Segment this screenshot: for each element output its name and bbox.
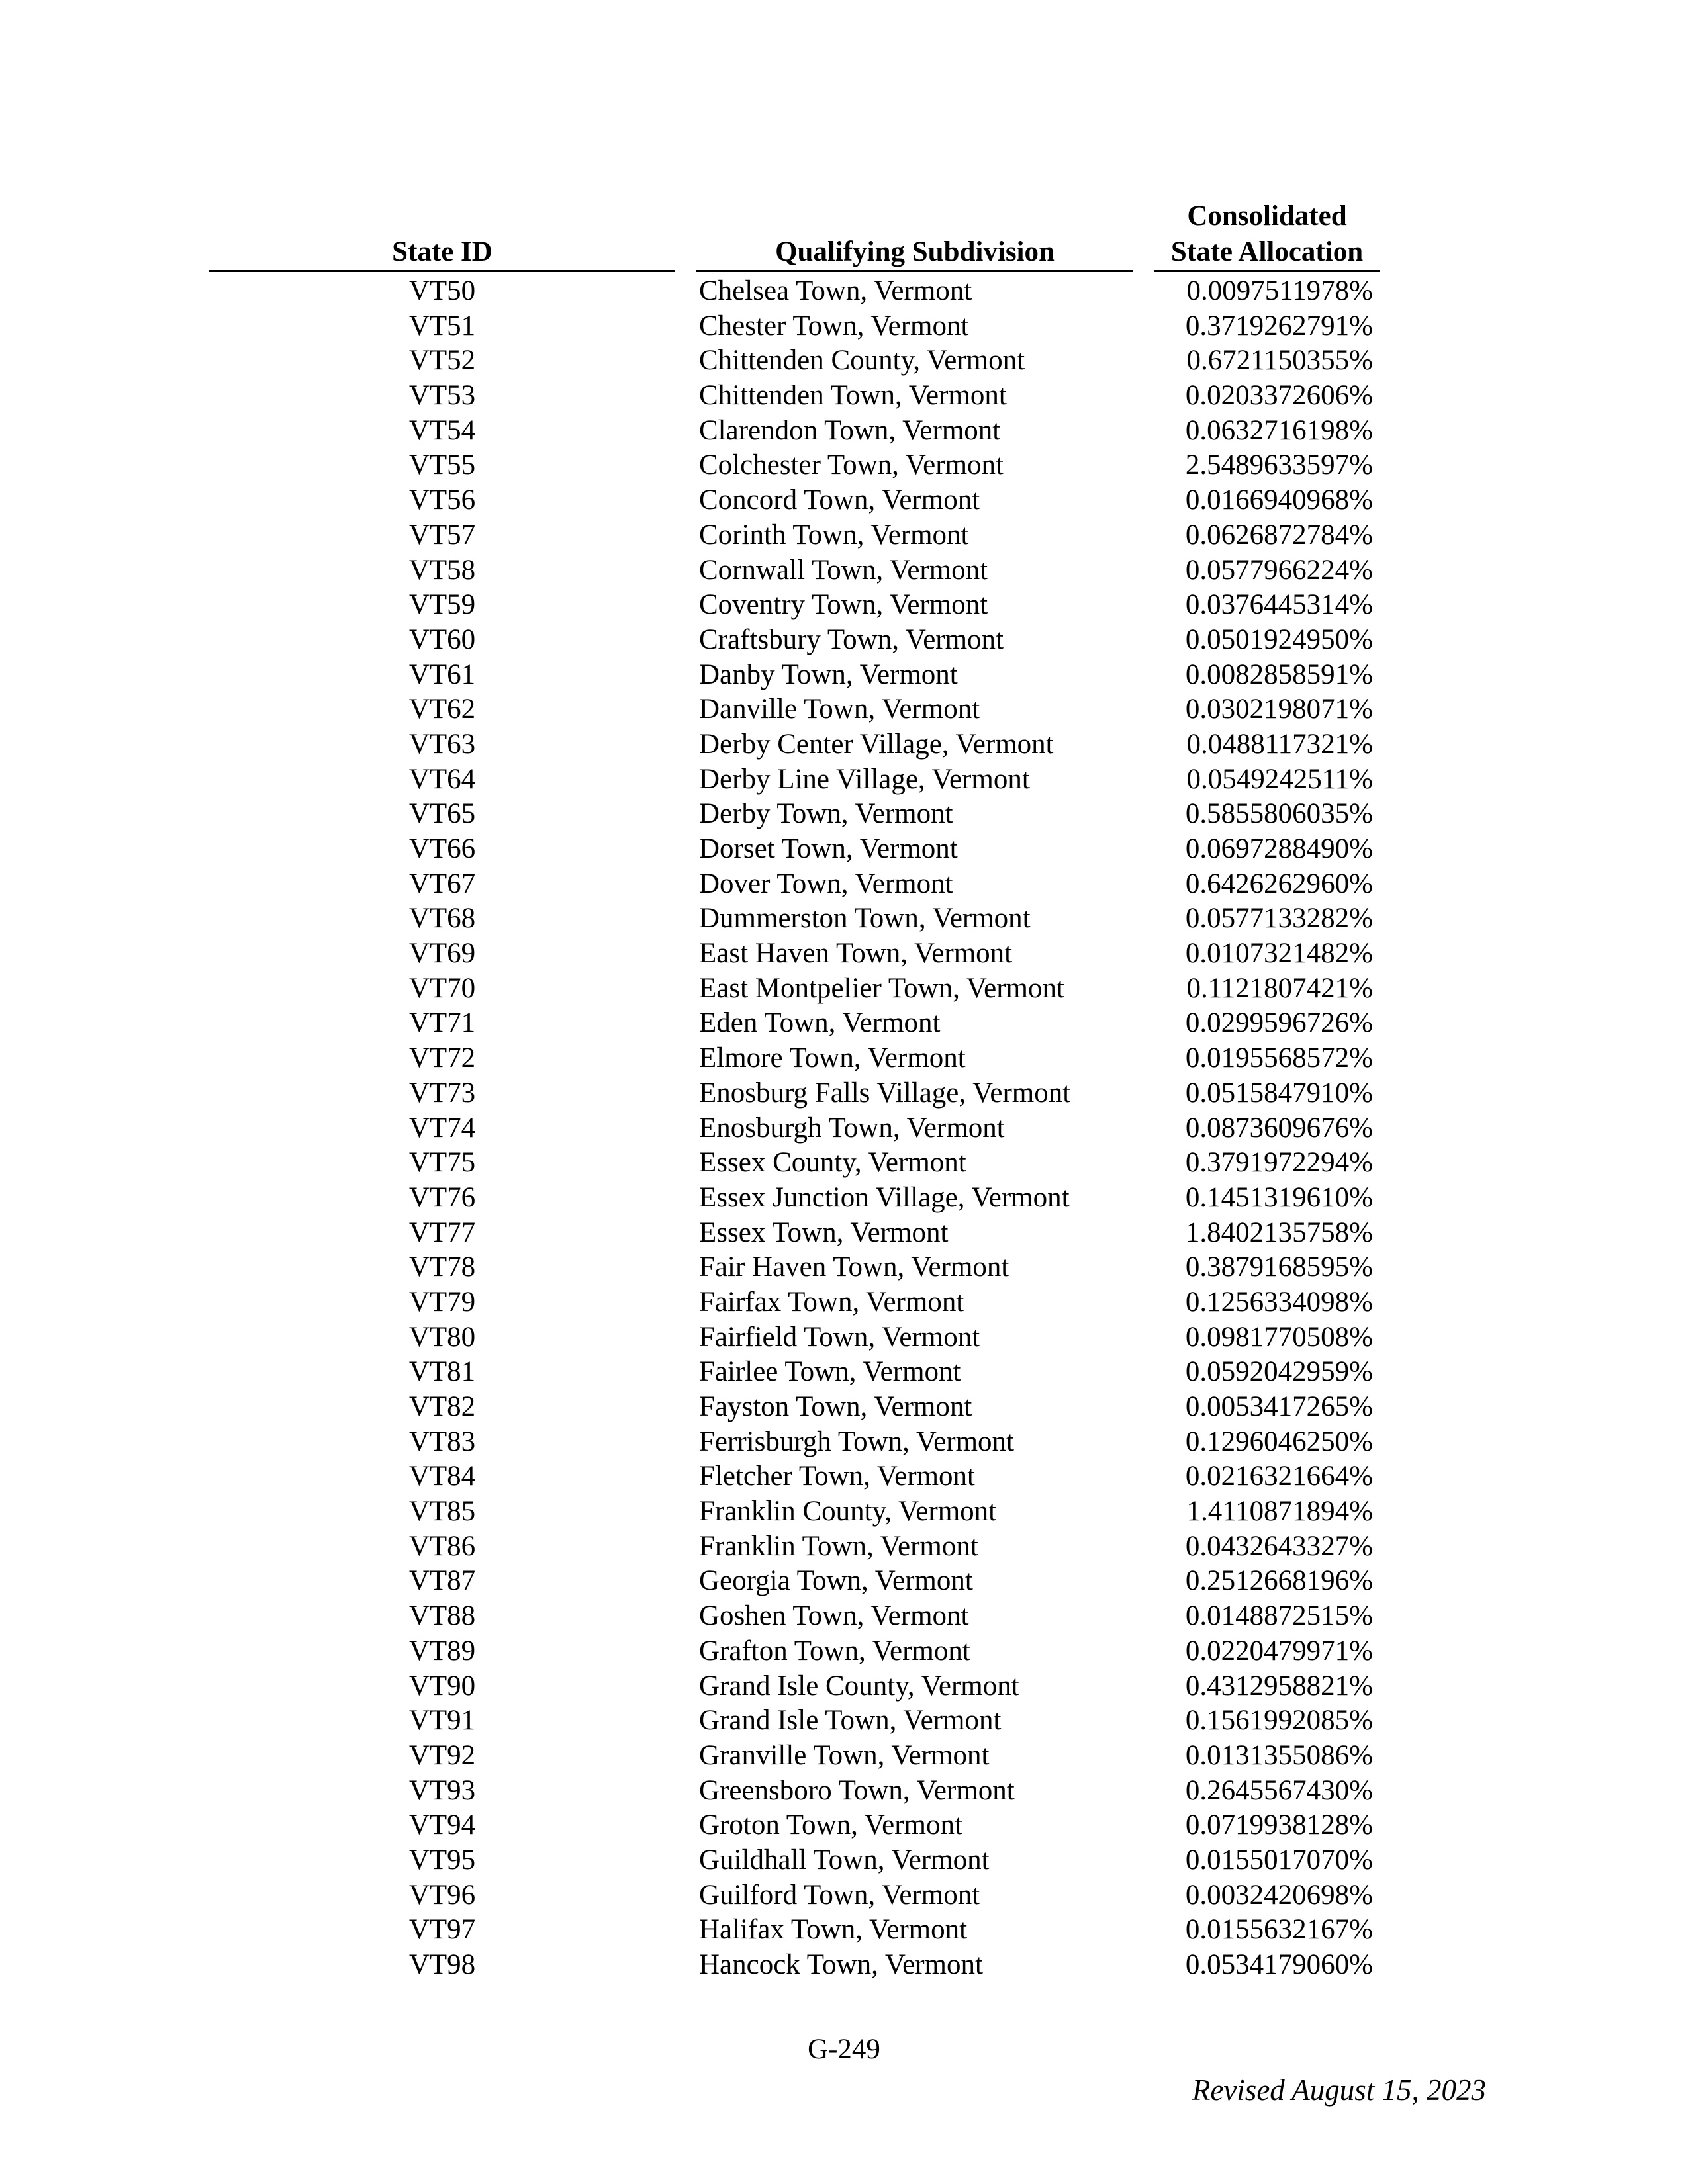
state-id-cell: VT68 xyxy=(408,903,476,934)
subdivision-cell: Danby Town, Vermont xyxy=(699,659,958,690)
table-row xyxy=(0,1355,1688,1390)
state-id-cell: VT62 xyxy=(408,694,476,725)
subdivision-cell: Grafton Town, Vermont xyxy=(699,1635,970,1666)
table-row xyxy=(0,936,1688,972)
table-row xyxy=(0,1285,1688,1320)
table-row xyxy=(0,727,1688,762)
state-id-cell: VT58 xyxy=(408,554,476,586)
state-id-cell: VT67 xyxy=(408,868,476,899)
header-qualifying-subdivision: Qualifying Subdivision xyxy=(696,234,1133,272)
allocation-cell: 0.0376445314% xyxy=(1185,589,1373,621)
allocation-cell: 0.0501924950% xyxy=(1185,623,1373,655)
state-id-cell: VT97 xyxy=(408,1914,476,1946)
state-id-cell: VT74 xyxy=(408,1112,476,1144)
subdivision-cell: Corinth Town, Vermont xyxy=(699,519,969,551)
table-row xyxy=(0,1564,1688,1599)
state-id-cell: VT96 xyxy=(408,1879,476,1911)
subdivision-cell: Fletcher Town, Vermont xyxy=(699,1461,975,1492)
table-row xyxy=(0,1739,1688,1774)
subdivision-cell: Chester Town, Vermont xyxy=(699,310,969,341)
table-row xyxy=(0,1041,1688,1076)
state-id-cell: VT54 xyxy=(408,414,476,446)
revised-date: Revised August 15, 2023 xyxy=(1192,2073,1486,2107)
subdivision-cell: Enosburgh Town, Vermont xyxy=(699,1112,1005,1144)
state-id-cell: VT73 xyxy=(408,1077,476,1109)
subdivision-cell: Guilford Town, Vermont xyxy=(699,1879,980,1911)
subdivision-cell: Danville Town, Vermont xyxy=(699,694,980,725)
table-row xyxy=(0,1948,1688,1983)
table-row xyxy=(0,1774,1688,1809)
state-id-cell: VT65 xyxy=(408,798,476,830)
table-row xyxy=(0,1599,1688,1634)
allocation-cell: 0.0302198071% xyxy=(1185,694,1373,725)
allocation-cell: 0.6721150355% xyxy=(1186,345,1373,377)
state-id-cell: VT56 xyxy=(408,484,476,516)
allocation-cell: 0.0697288490% xyxy=(1185,833,1373,864)
state-id-cell: VT51 xyxy=(408,310,476,341)
state-id-cell: VT91 xyxy=(408,1705,476,1737)
table-row xyxy=(0,483,1688,518)
allocation-cell: 0.1451319610% xyxy=(1185,1181,1373,1213)
subdivision-cell: Greensboro Town, Vermont xyxy=(699,1774,1015,1806)
subdivision-cell: Derby Town, Vermont xyxy=(699,798,953,830)
allocation-cell: 1.8402135758% xyxy=(1185,1216,1373,1248)
state-id-cell: VT75 xyxy=(408,1147,476,1179)
subdivision-cell: Fairfield Town, Vermont xyxy=(699,1321,980,1353)
subdivision-cell: Ferrisburgh Town, Vermont xyxy=(699,1426,1014,1457)
state-id-cell: VT90 xyxy=(408,1670,476,1702)
subdivision-cell: Eden Town, Vermont xyxy=(699,1007,941,1039)
allocation-cell: 0.0632716198% xyxy=(1185,414,1373,446)
state-id-cell: VT89 xyxy=(408,1635,476,1666)
allocation-cell: 0.0082858591% xyxy=(1185,659,1373,690)
subdivision-cell: Chelsea Town, Vermont xyxy=(699,275,972,306)
state-id-cell: VT52 xyxy=(408,345,476,377)
allocation-cell: 0.0131355086% xyxy=(1185,1739,1373,1771)
subdivision-cell: Franklin Town, Vermont xyxy=(699,1530,978,1562)
allocation-cell: 0.0203372606% xyxy=(1185,380,1373,412)
table-row xyxy=(0,379,1688,414)
state-id-cell: VT77 xyxy=(408,1216,476,1248)
subdivision-cell: Hancock Town, Vermont xyxy=(699,1949,983,1980)
allocation-cell: 0.5855806035% xyxy=(1185,798,1373,830)
state-id-cell: VT80 xyxy=(408,1321,476,1353)
allocation-cell: 0.0626872784% xyxy=(1185,519,1373,551)
table-row xyxy=(0,1808,1688,1843)
allocation-cell: 0.0515847910% xyxy=(1185,1077,1373,1109)
allocation-cell: 0.2645567430% xyxy=(1185,1774,1373,1806)
allocation-cell: 0.1121807421% xyxy=(1186,972,1373,1004)
table-row xyxy=(0,1494,1688,1529)
allocation-cell: 2.5489633597% xyxy=(1185,449,1373,481)
allocation-cell: 0.0592042959% xyxy=(1185,1356,1373,1388)
subdivision-cell: Dover Town, Vermont xyxy=(699,868,953,899)
table-row xyxy=(0,343,1688,379)
table-row xyxy=(0,1146,1688,1181)
allocation-cell: 0.0195568572% xyxy=(1185,1042,1373,1074)
table-row xyxy=(0,1634,1688,1669)
table-row xyxy=(0,1913,1688,1948)
subdivision-cell: Goshen Town, Vermont xyxy=(699,1600,969,1632)
subdivision-cell: Essex Junction Village, Vermont xyxy=(699,1181,1070,1213)
allocation-cell: 0.0719938128% xyxy=(1185,1809,1373,1841)
header-allocation-line2: State Allocation xyxy=(1170,236,1364,267)
table-row xyxy=(0,588,1688,623)
state-id-cell: VT81 xyxy=(408,1356,476,1388)
state-id-cell: VT60 xyxy=(408,623,476,655)
state-id-cell: VT61 xyxy=(408,659,476,690)
subdivision-cell: Clarendon Town, Vermont xyxy=(699,414,1001,446)
state-id-cell: VT66 xyxy=(408,833,476,864)
subdivision-cell: Derby Center Village, Vermont xyxy=(699,728,1054,760)
subdivision-cell: Cornwall Town, Vermont xyxy=(699,554,988,586)
state-id-cell: VT70 xyxy=(408,972,476,1004)
subdivision-cell: Groton Town, Vermont xyxy=(699,1809,962,1841)
table-row xyxy=(0,1390,1688,1425)
subdivision-cell: Franklin County, Vermont xyxy=(699,1496,997,1527)
table-row xyxy=(0,762,1688,797)
table-row xyxy=(0,274,1688,309)
state-id-cell: VT86 xyxy=(408,1530,476,1562)
allocation-cell: 0.0299596726% xyxy=(1185,1007,1373,1039)
state-id-cell: VT92 xyxy=(408,1739,476,1771)
subdivision-cell: Concord Town, Vermont xyxy=(699,484,980,516)
allocation-cell: 0.0488117321% xyxy=(1186,728,1373,760)
table-row xyxy=(0,901,1688,936)
state-id-cell: VT79 xyxy=(408,1286,476,1318)
state-id-cell: VT83 xyxy=(408,1426,476,1457)
subdivision-cell: Essex Town, Vermont xyxy=(699,1216,949,1248)
table-row xyxy=(0,1878,1688,1913)
subdivision-cell: Fairfax Town, Vermont xyxy=(699,1286,964,1318)
allocation-cell: 0.0148872515% xyxy=(1185,1600,1373,1632)
subdivision-cell: Fairlee Town, Vermont xyxy=(699,1356,961,1388)
state-id-cell: VT93 xyxy=(408,1774,476,1806)
table-row xyxy=(0,867,1688,902)
subdivision-cell: Enosburg Falls Village, Vermont xyxy=(699,1077,1071,1109)
subdivision-cell: Guildhall Town, Vermont xyxy=(699,1844,990,1876)
subdivision-cell: Craftsbury Town, Vermont xyxy=(699,623,1004,655)
allocation-cell: 0.0981770508% xyxy=(1185,1321,1373,1353)
table-row xyxy=(0,1216,1688,1251)
allocation-cell: 0.0873609676% xyxy=(1185,1112,1373,1144)
allocation-cell: 0.0577133282% xyxy=(1185,903,1373,934)
table-row xyxy=(0,518,1688,553)
allocation-cell: 0.0032420698% xyxy=(1185,1879,1373,1911)
allocation-cell: 0.2512668196% xyxy=(1185,1565,1373,1597)
allocation-cell: 0.0155017070% xyxy=(1185,1844,1373,1876)
allocation-cell: 0.1561992085% xyxy=(1185,1705,1373,1737)
state-id-cell: VT57 xyxy=(408,519,476,551)
subdivision-cell: Derby Line Village, Vermont xyxy=(699,763,1030,795)
table-row xyxy=(0,623,1688,658)
table-row xyxy=(0,658,1688,693)
allocation-cell: 0.0216321664% xyxy=(1185,1461,1373,1492)
subdivision-cell: Dummerston Town, Vermont xyxy=(699,903,1031,934)
header-consolidated-state-allocation xyxy=(1154,199,1380,272)
state-id-cell: VT88 xyxy=(408,1600,476,1632)
state-id-cell: VT55 xyxy=(408,449,476,481)
subdivision-cell: Coventry Town, Vermont xyxy=(699,589,988,621)
allocation-cell: 0.0577966224% xyxy=(1185,554,1373,586)
subdivision-cell: Granville Town, Vermont xyxy=(699,1739,990,1771)
state-id-cell: VT63 xyxy=(408,728,476,760)
state-id-cell: VT76 xyxy=(408,1181,476,1213)
subdivision-cell: Elmore Town, Vermont xyxy=(699,1042,966,1074)
table-row xyxy=(0,448,1688,483)
table-body xyxy=(0,274,1688,1983)
state-id-cell: VT98 xyxy=(408,1949,476,1980)
table-row xyxy=(0,1111,1688,1146)
subdivision-cell: Fayston Town, Vermont xyxy=(699,1391,972,1422)
state-id-cell: VT87 xyxy=(408,1565,476,1597)
table-row xyxy=(0,1320,1688,1355)
table-row xyxy=(0,692,1688,727)
allocation-cell: 0.3879168595% xyxy=(1185,1251,1373,1283)
subdivision-cell: Grand Isle Town, Vermont xyxy=(699,1705,1002,1737)
state-id-cell: VT94 xyxy=(408,1809,476,1841)
allocation-cell: 0.1256334098% xyxy=(1185,1286,1373,1318)
table-row xyxy=(0,1425,1688,1460)
allocation-cell: 0.0534179060% xyxy=(1185,1949,1373,1980)
table-row xyxy=(0,309,1688,344)
table-row xyxy=(0,1843,1688,1878)
subdivision-cell: East Haven Town, Vermont xyxy=(699,938,1013,970)
state-id-cell: VT72 xyxy=(408,1042,476,1074)
allocation-cell: 0.6426262960% xyxy=(1185,868,1373,899)
table-row xyxy=(0,414,1688,449)
subdivision-cell: Chittenden County, Vermont xyxy=(699,345,1025,377)
state-id-cell: VT64 xyxy=(408,763,476,795)
subdivision-cell: Dorset Town, Vermont xyxy=(699,833,958,864)
state-id-cell: VT69 xyxy=(408,938,476,970)
allocation-cell: 0.0549242511% xyxy=(1186,763,1373,795)
subdivision-cell: East Montpelier Town, Vermont xyxy=(699,972,1064,1004)
allocation-cell: 0.0220479971% xyxy=(1185,1635,1373,1666)
subdivision-cell: Colchester Town, Vermont xyxy=(699,449,1004,481)
state-id-cell: VT84 xyxy=(408,1461,476,1492)
allocation-cell: 0.4312958821% xyxy=(1185,1670,1373,1702)
table-row xyxy=(0,1669,1688,1704)
allocation-cell: 0.0166940968% xyxy=(1185,484,1373,516)
table-row xyxy=(0,1250,1688,1285)
state-id-cell: VT59 xyxy=(408,589,476,621)
allocation-cell: 1.4110871894% xyxy=(1186,1496,1373,1527)
allocation-cell: 0.0155632167% xyxy=(1185,1914,1373,1946)
table-header xyxy=(0,192,1688,275)
state-id-cell: VT50 xyxy=(408,275,476,306)
subdivision-cell: Chittenden Town, Vermont xyxy=(699,380,1007,412)
table-row xyxy=(0,1076,1688,1111)
allocation-cell: 0.3791972294% xyxy=(1185,1147,1373,1179)
allocation-cell: 0.0432643327% xyxy=(1185,1530,1373,1562)
table-row xyxy=(0,1529,1688,1565)
table-row xyxy=(0,1704,1688,1739)
table-row xyxy=(0,797,1688,832)
subdivision-cell: Grand Isle County, Vermont xyxy=(699,1670,1019,1702)
header-allocation-line1: Consolidated xyxy=(1187,201,1347,232)
allocation-cell: 0.0107321482% xyxy=(1185,938,1373,970)
state-id-cell: VT85 xyxy=(408,1496,476,1527)
table-row xyxy=(0,553,1688,588)
subdivision-cell: Essex County, Vermont xyxy=(699,1147,966,1179)
table-row xyxy=(0,1181,1688,1216)
subdivision-cell: Halifax Town, Vermont xyxy=(699,1914,968,1946)
state-id-cell: VT82 xyxy=(408,1391,476,1422)
state-id-cell: VT95 xyxy=(408,1844,476,1876)
state-id-cell: VT78 xyxy=(408,1251,476,1283)
state-id-cell: VT71 xyxy=(408,1007,476,1039)
state-id-cell: VT53 xyxy=(408,380,476,412)
table-row xyxy=(0,972,1688,1007)
table-row xyxy=(0,1459,1688,1494)
allocation-cell: 0.0097511978% xyxy=(1186,275,1373,306)
table-row xyxy=(0,1006,1688,1041)
allocation-cell: 0.1296046250% xyxy=(1185,1426,1373,1457)
subdivision-cell: Fair Haven Town, Vermont xyxy=(699,1251,1009,1283)
header-state-id: State ID xyxy=(209,234,675,272)
allocation-cell: 0.0053417265% xyxy=(1185,1391,1373,1422)
page-number: G-249 xyxy=(808,2034,880,2065)
table-row xyxy=(0,832,1688,867)
allocation-cell: 0.3719262791% xyxy=(1185,310,1373,341)
subdivision-cell: Georgia Town, Vermont xyxy=(699,1565,973,1597)
